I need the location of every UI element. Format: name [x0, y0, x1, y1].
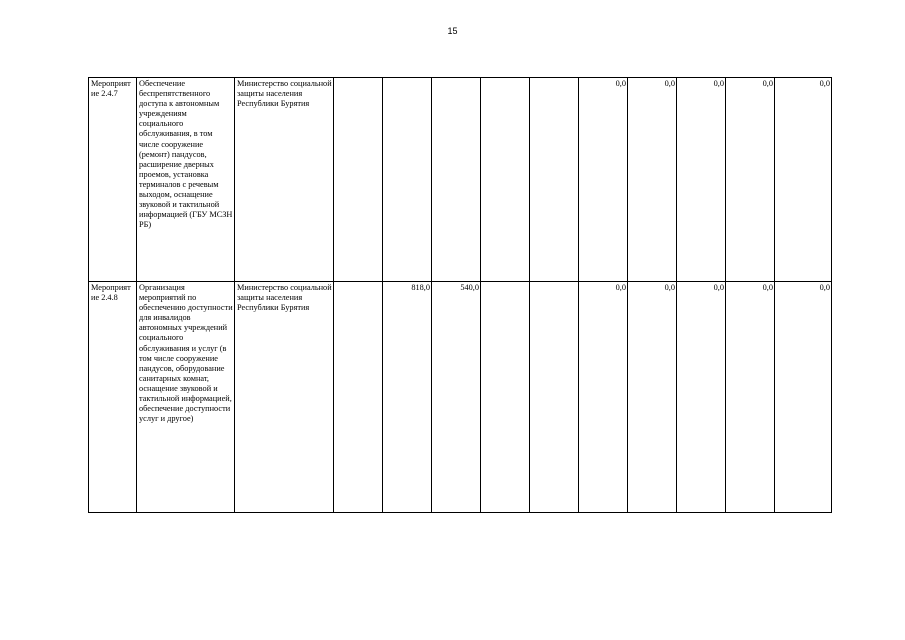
value-cell	[432, 78, 481, 282]
value-cell: 0,0	[579, 282, 628, 513]
value-cell: 0,0	[677, 78, 726, 282]
value-cell	[530, 78, 579, 282]
measure-code: Мероприят ие 2.4.7	[89, 78, 137, 282]
value-cell: 540,0	[432, 282, 481, 513]
value-cell: 0,0	[628, 282, 677, 513]
measure-code: Мероприят ие 2.4.8	[89, 282, 137, 513]
value-cell	[530, 282, 579, 513]
measure-executor: Министерство социальной защиты населения Республики Бурятия	[235, 78, 334, 282]
value-cell: 0,0	[677, 282, 726, 513]
value-cell: 0,0	[775, 282, 832, 513]
table-row	[89, 282, 832, 513]
value-cell	[334, 78, 383, 282]
program-table	[88, 77, 832, 513]
value-cell	[481, 78, 530, 282]
value-cell: 0,0	[775, 78, 832, 282]
measure-description: Организация мероприятий по обеспечению доступности для инвалидов автономных учреждений социального обслуживания и услуг (в том числе сооружение пандусов, оборудование санитарных комнат, оснащение звуковой и тактильной информацией, обеспечение доступности услуг и другое)	[137, 282, 235, 513]
measure-executor: Министерство социальной защиты населения Республики Бурятия	[235, 282, 334, 513]
value-cell	[334, 282, 383, 513]
value-cell	[481, 282, 530, 513]
value-cell: 0,0	[628, 78, 677, 282]
measure-description: Обеспечение беспрепятственного доступа к автономным учреждениям социального обслуживания, в том числе сооружение (ремонт) пандусов, расширение дверных проемов, установка терминалов с речевым выходом, оснащение звуковой и тактильной информацией (ГБУ МСЗН РБ)	[137, 78, 235, 282]
value-cell	[383, 78, 432, 282]
value-cell: 0,0	[726, 78, 775, 282]
page-number: 15	[447, 26, 458, 36]
value-cell: 0,0	[726, 282, 775, 513]
table-row	[89, 78, 832, 282]
value-cell: 0,0	[579, 78, 628, 282]
value-cell: 818,0	[383, 282, 432, 513]
